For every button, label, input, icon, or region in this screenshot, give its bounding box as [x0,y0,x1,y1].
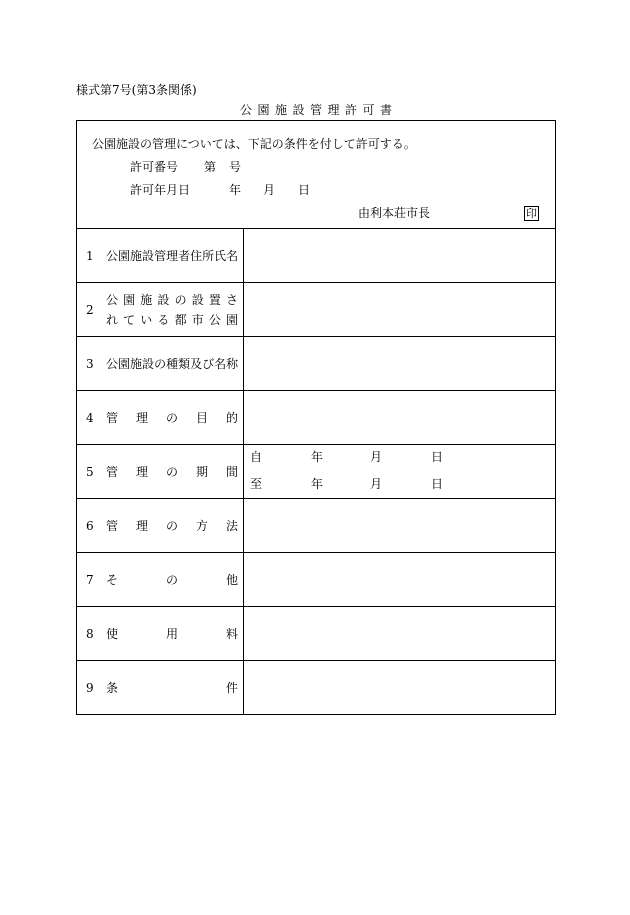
label-char: 住 [190,248,203,263]
row-management-purpose [76,391,556,445]
label-char: 条 [106,680,119,695]
label-char: て [123,312,136,327]
label-char: 使 [106,626,119,641]
row-label-line [106,627,238,641]
facility-type-name-field [244,337,555,390]
row-label-cell [77,229,244,282]
label-char: 所 [202,248,215,263]
period-to-year: 年 [311,477,324,491]
label-char: 理 [135,410,148,425]
row-label-line [106,573,238,587]
label-char: 理 [135,464,148,479]
label-char: 件 [225,680,238,695]
label-char: 管 [106,464,119,479]
row-label-line [106,519,238,533]
label-char: 及 [190,356,203,371]
row-number: 2 [86,302,94,317]
label-char: の [174,292,187,307]
row-label [106,627,238,641]
row-label-line [106,313,238,327]
permit-date-year: 年 [229,183,242,197]
other-field [244,553,555,606]
period-from-line [244,450,555,464]
label-char: 公 [106,356,119,371]
label-char: さ [225,292,238,307]
row-label [106,465,238,479]
period-to-month: 月 [370,477,383,491]
row-number: 6 [86,518,94,533]
row-label-cell [77,499,244,552]
label-char: 名 [214,356,227,371]
label-char: 名 [226,248,239,263]
row-label-cell [77,661,244,714]
row-management-period [76,445,556,499]
label-char: 理 [166,248,179,263]
label-char: 置 [208,292,221,307]
label-char: 料 [225,626,238,641]
label-char: 設 [191,292,204,307]
row-label-cell [77,445,244,498]
label-char: の [165,518,178,533]
label-char: れ [106,312,119,327]
label-char: 称 [226,356,239,371]
period-from-label: 自 [250,450,263,464]
row-number: 7 [86,572,94,587]
row-number: 1 [86,248,94,263]
label-char: そ [106,572,119,587]
label-char: 設 [157,292,170,307]
row-label [106,573,238,587]
label-char: 的 [225,410,238,425]
label-char: 施 [130,248,143,263]
label-char: 公 [208,312,221,327]
label-char: 法 [225,518,238,533]
conditions-field [244,661,555,714]
label-char: 方 [195,518,208,533]
label-char: 公 [106,292,119,307]
row-label [106,681,238,695]
label-char: 設 [142,356,155,371]
row-manager-address-name [76,229,556,283]
row-facility-type-name [76,337,556,391]
management-method-field [244,499,555,552]
management-period-field [244,445,555,498]
label-char: 施 [130,356,143,371]
permit-number-suffix: 号 [229,160,242,174]
row-label [106,519,238,533]
row-label-cell [77,283,244,336]
period-to-label: 至 [250,477,263,491]
permit-date-label: 許可年月日 [130,183,191,197]
label-char: 他 [225,572,238,587]
label-char: 種 [166,356,179,371]
label-char: び [202,356,215,371]
period-from-day: 日 [431,450,444,464]
row-fee [76,607,556,661]
label-char: の [165,464,178,479]
label-char: 類 [178,356,191,371]
seal-stamp-box: 印 [526,207,537,220]
label-char: 用 [165,626,178,641]
row-label [106,357,238,371]
permit-date-month: 月 [263,183,276,197]
period-to-day: 日 [431,477,444,491]
manager-address-name-field [244,229,555,282]
label-char: 園 [123,292,136,307]
row-city-park [76,283,556,337]
city-park-field [244,283,555,336]
row-label-cell [77,391,244,444]
row-label-cell [77,553,244,606]
period-from-month: 月 [370,450,383,464]
document-title: 公園施設管理許可書 [240,103,398,117]
label-char: 園 [118,356,131,371]
label-char: 管 [106,410,119,425]
row-label [106,249,238,263]
row-label-line [106,411,238,425]
label-char: 施 [140,292,153,307]
label-char: の [165,572,178,587]
label-char: る [157,312,170,327]
row-label-line [106,465,238,479]
label-char: 管 [106,518,119,533]
row-label-line [106,293,238,307]
fee-field [244,607,555,660]
label-char: 都 [174,312,187,327]
row-conditions [76,661,556,715]
label-char: の [165,410,178,425]
row-label-line [106,357,238,371]
label-char: の [154,356,167,371]
row-other [76,553,556,607]
form-number: 様式第7号(第3条関係) [76,83,197,97]
period-to-line [244,477,555,491]
permit-details-table [76,229,556,715]
row-label [106,411,238,425]
label-char: 理 [135,518,148,533]
row-label-cell [77,337,244,390]
permit-date-day: 日 [298,183,311,197]
row-number: 8 [86,626,94,641]
permit-number-label: 許可番号 [130,160,179,174]
label-char: 公 [106,248,119,263]
row-number: 5 [86,464,94,479]
management-purpose-field [244,391,555,444]
permit-statement: 公園施設の管理については、下記の条件を付して許可する。 [92,137,416,151]
label-char: 期 [195,464,208,479]
label-char: 氏 [214,248,227,263]
label-char: 間 [225,464,238,479]
row-label-line [106,249,238,263]
permit-number-prefix: 第 [204,160,217,174]
label-char: 設 [142,248,155,263]
label-char: 園 [118,248,131,263]
row-number: 9 [86,680,94,695]
row-label-cell [77,607,244,660]
row-label [106,293,238,327]
row-management-method [76,499,556,553]
label-char: 園 [225,312,238,327]
period-from-year: 年 [311,450,324,464]
issuer-name: 由利本荘市長 [358,206,431,220]
label-char: 市 [191,312,204,327]
row-label-line [106,681,238,695]
label-char: 管 [154,248,167,263]
label-char: 目 [195,410,208,425]
row-number: 4 [86,410,94,425]
label-char: い [140,312,153,327]
label-char: 者 [178,248,191,263]
row-number: 3 [86,356,94,371]
